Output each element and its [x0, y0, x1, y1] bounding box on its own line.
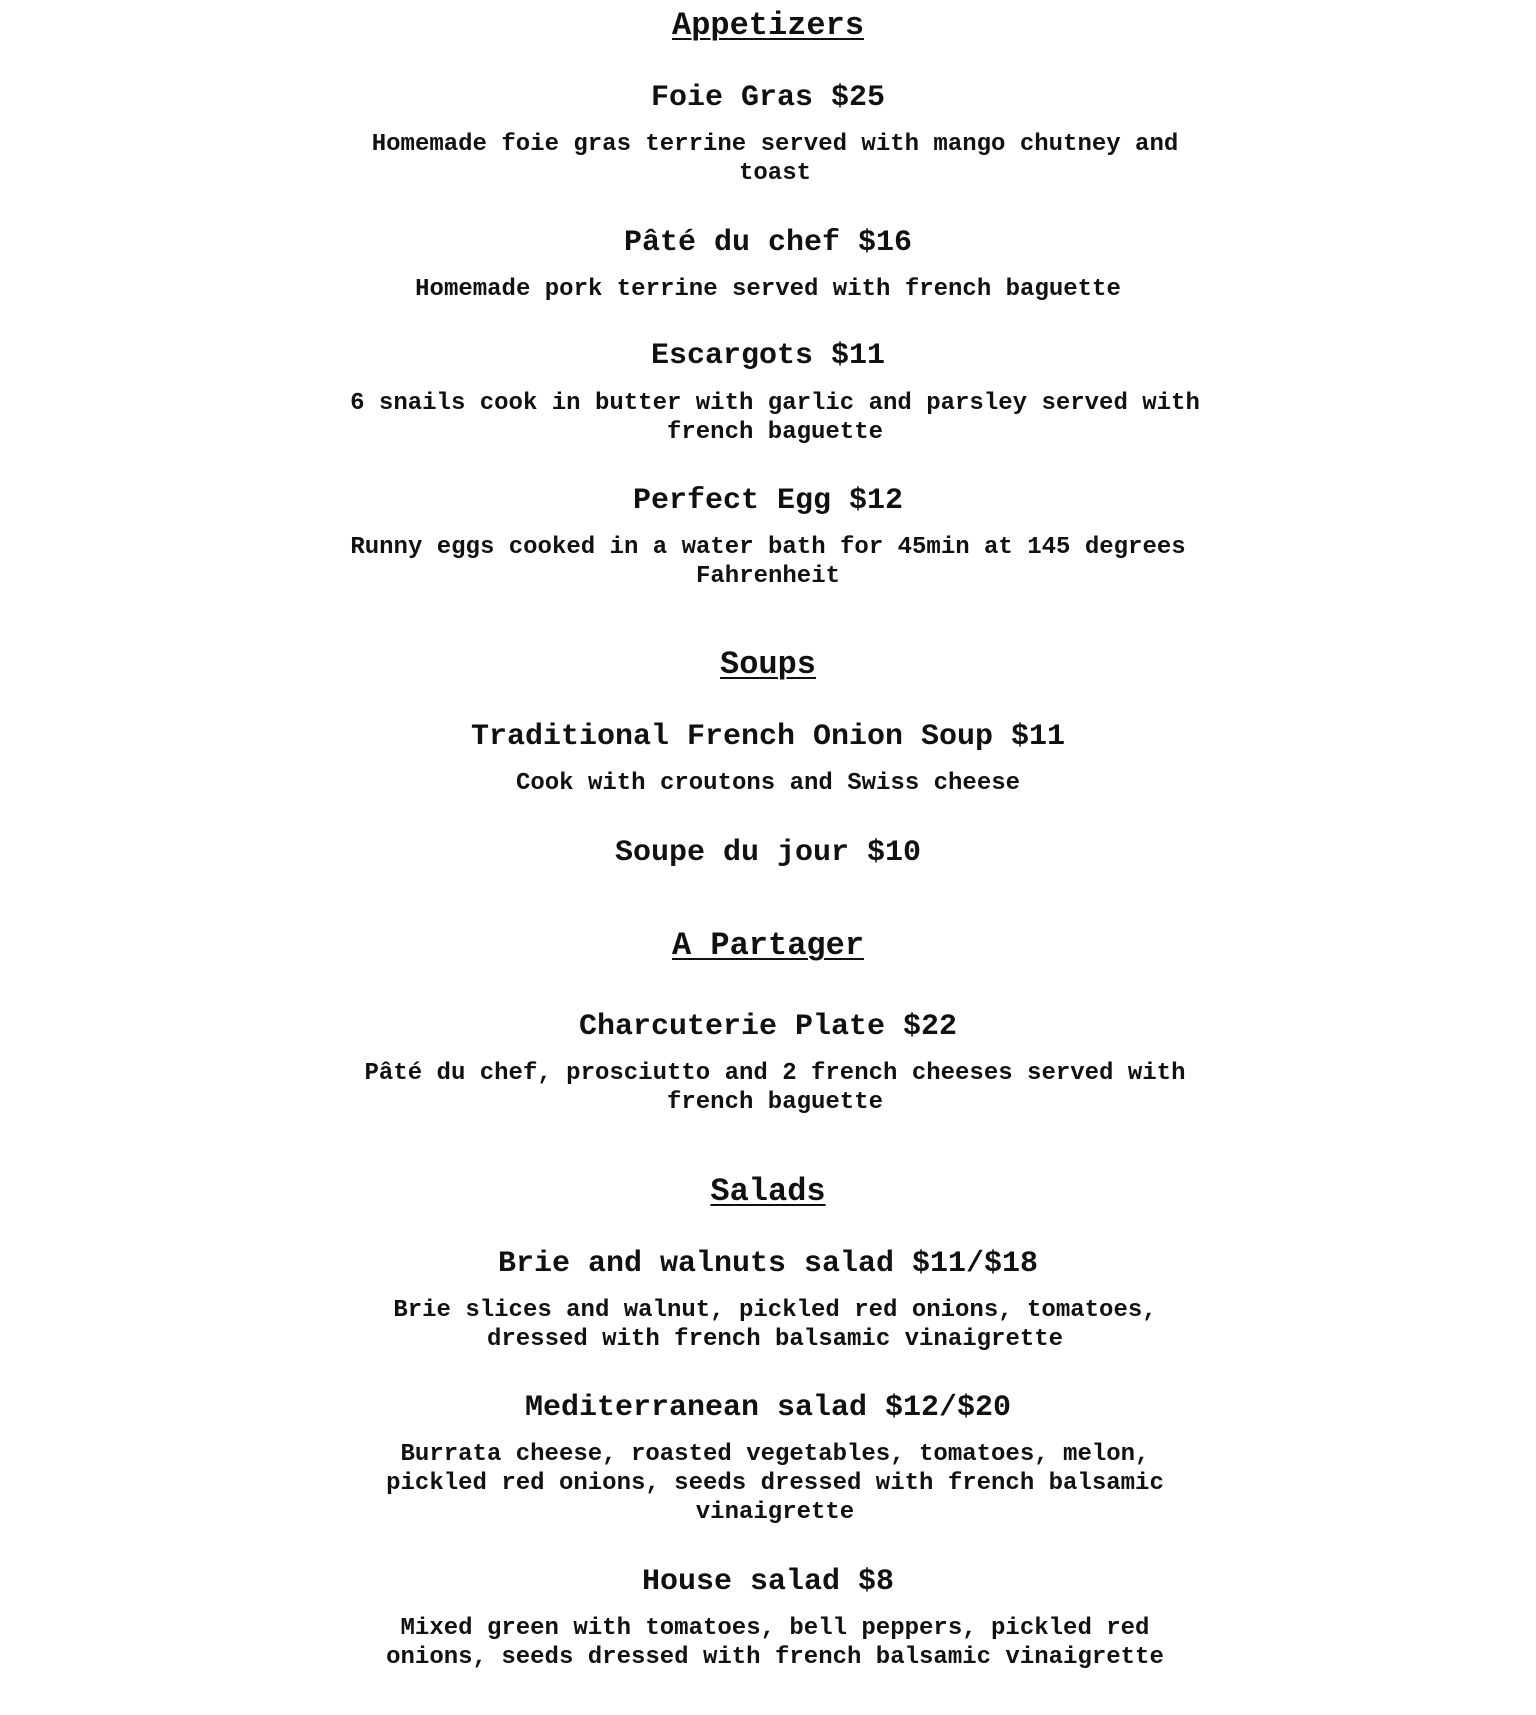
item-title-charcuterie-plate: Charcuterie Plate $22 — [578, 1010, 958, 1044]
section-title-a-partager: A Partager — [671, 927, 865, 964]
section-title-salads: Salads — [710, 1173, 826, 1210]
section-title-soups: Soups — [719, 646, 816, 683]
item-title-house-salad: House salad $8 — [641, 1565, 895, 1599]
item-description-brie-walnuts-salad: Brie slices and walnut, pickled red onions, tomatoes, dressed with french balsamic vinaigrette — [393, 1297, 1157, 1353]
item-description-charcuterie-plate: Pâté du chef, prosciutto and 2 french cheeses served with french baguette — [364, 1060, 1186, 1116]
item-description-escargots: 6 snails cook in butter with garlic and parsley served with french baguette — [350, 390, 1200, 446]
item-title-soupe-du-jour: Soupe du jour $10 — [614, 836, 922, 870]
item-description-foie-gras: Homemade foie gras terrine served with mango chutney and toast — [371, 131, 1179, 187]
item-title-french-onion-soup: Traditional French Onion Soup $11 — [470, 720, 1066, 754]
item-description-french-onion-soup: Cook with croutons and Swiss cheese — [515, 770, 1021, 797]
item-description-mediterranean-salad: Burrata cheese, roasted vegetables, tomatoes, melon, pickled red onions, seeds dressed with french balsamic vinaigrette — [386, 1441, 1164, 1526]
item-title-pate-du-chef: Pâté du chef $16 — [623, 226, 913, 260]
item-description-house-salad: Mixed green with tomatoes, bell peppers, pickled red onions, seeds dressed with french balsamic vinaigrette — [386, 1615, 1164, 1671]
item-title-escargots: Escargots $11 — [650, 339, 886, 373]
item-title-foie-gras: Foie Gras $25 — [650, 81, 886, 115]
item-title-brie-walnuts-salad: Brie and walnuts salad $11/$18 — [497, 1247, 1039, 1281]
item-description-pate-du-chef: Homemade pork terrine served with french baguette — [415, 276, 1121, 303]
item-title-perfect-egg: Perfect Egg $12 — [632, 484, 904, 518]
item-description-perfect-egg: Runny eggs cooked in a water bath for 45min at 145 degrees Fahrenheit — [350, 534, 1186, 590]
item-title-mediterranean-salad: Mediterranean salad $12/$20 — [524, 1391, 1012, 1425]
section-title-appetizers: Appetizers — [671, 7, 865, 44]
